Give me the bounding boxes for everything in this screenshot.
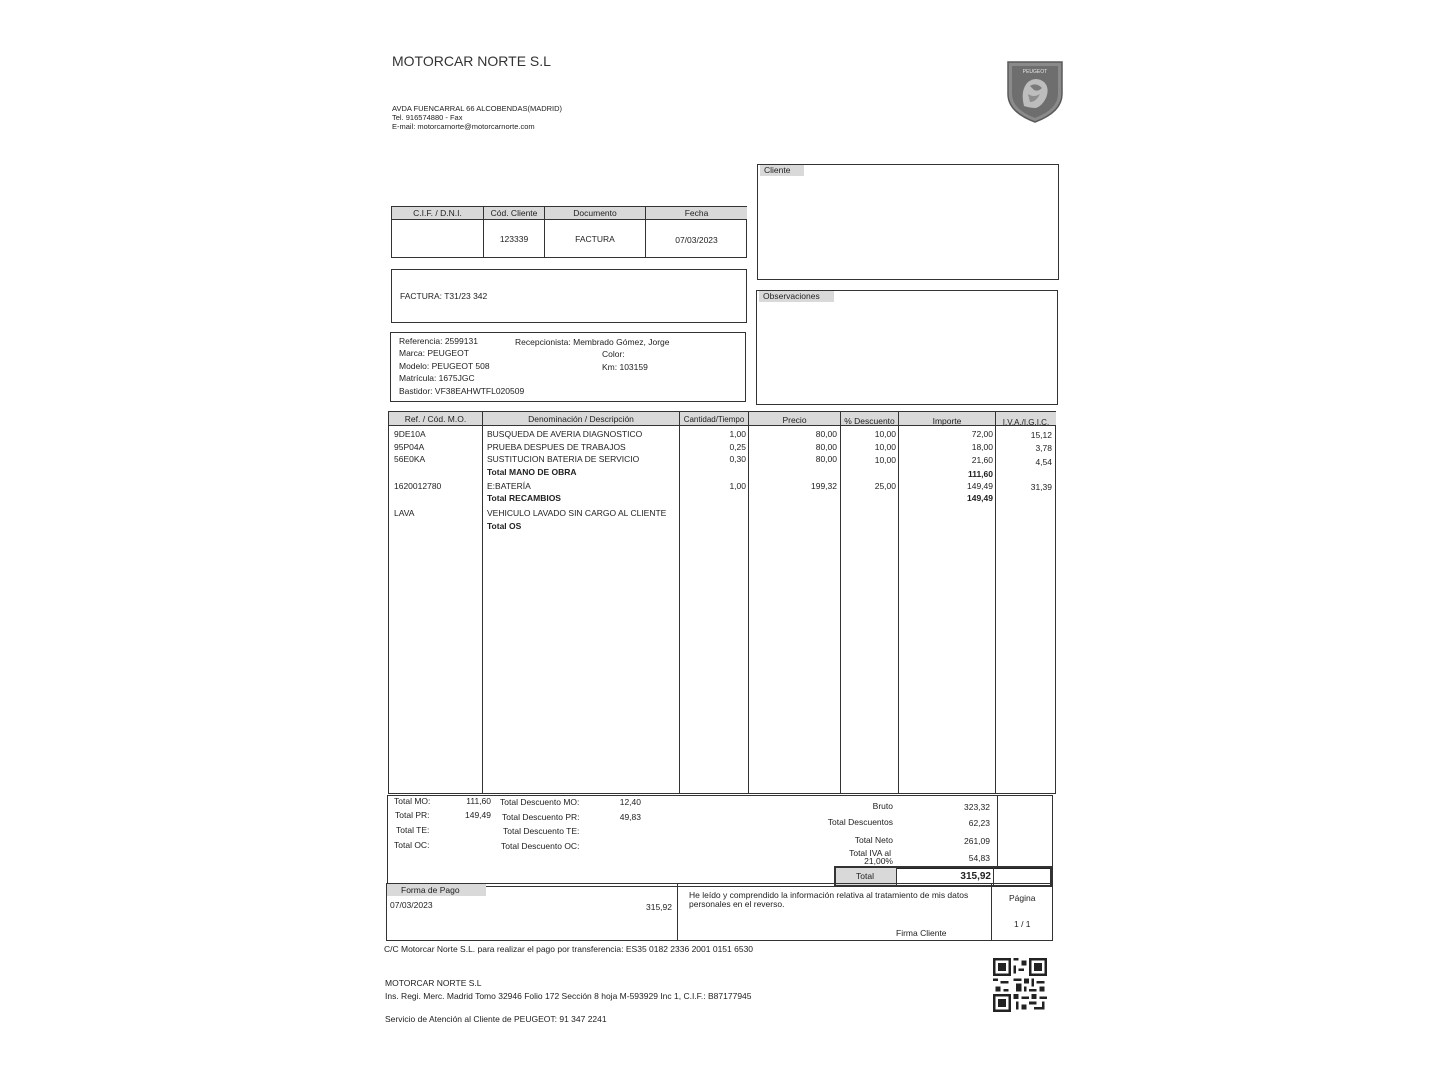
cell-ref: 56E0KA [394, 454, 426, 464]
vehicle-vin: Bastidor: VF38EAHWTFL020509 [399, 386, 525, 396]
cell-disc: 10,00 [874, 455, 896, 465]
cell-amount: 72,00 [971, 429, 993, 439]
total-value: 315,92 [960, 871, 991, 882]
total-discounts-value: 62,23 [968, 818, 990, 828]
col-header-ref: Ref. / Cód. M.O. [404, 414, 467, 424]
cell-desc: VEHICULO LAVADO SIN CARGO AL CLIENTE [487, 508, 667, 518]
info-header-client-code: Cód. Cliente [490, 208, 538, 218]
vehicle-info-box [390, 332, 746, 402]
cell-iva: 3,78 [1035, 443, 1052, 453]
vat-label-line-1: Total IVA al [849, 848, 891, 858]
privacy-consent-line-2: personales en el reverso. [689, 899, 785, 909]
info-value-document: FACTURA [575, 234, 615, 244]
cell-amount: 111,60 [967, 469, 993, 479]
cell-qty: 1,00 [729, 429, 746, 439]
client-label: Cliente [760, 165, 804, 176]
total-discounts-label: Total Descuentos [827, 817, 893, 827]
vehicle-color: Color: [602, 349, 625, 359]
company-name: MOTORCAR NORTE S.L [392, 53, 551, 69]
info-header-date: Fecha [684, 208, 709, 218]
info-header-document: Documento [573, 208, 617, 218]
cell-price: 80,00 [815, 442, 837, 452]
customer-service-line: Servicio de Atención al Cliente de PEUGEOT: 91 347 2241 [385, 1014, 607, 1024]
cell-ref: 1620012780 [394, 481, 442, 491]
observations-label: Observaciones [759, 291, 834, 302]
cell-ref: LAVA [394, 508, 415, 518]
cell-ref: 95P04A [394, 442, 425, 452]
bank-transfer-note: C/C Motorcar Norte S.L. para realizar el pago por transferencia: ES35 0182 2336 2001 0151 6530 [384, 944, 754, 954]
company-email: E-mail: motorcarnorte@motorcarnorte.com [392, 122, 535, 131]
company-address: AVDA FUENCARRAL 66 ALCOBENDAS(MADRID) [392, 104, 563, 113]
discount-pr-label: Total Descuento PR: [502, 812, 580, 822]
cell-desc: SUSTITUCION BATERIA DE SERVICIO [487, 454, 640, 464]
payment-date: 07/03/2023 [390, 900, 433, 910]
info-header-cif: C.I.F. / D.N.I. [413, 208, 462, 218]
discount-te-label: Total Descuento TE: [503, 826, 580, 836]
page-number: 1 / 1 [1014, 919, 1031, 929]
cell-price: 80,00 [815, 429, 837, 439]
footer-company-name: MOTORCAR NORTE S.L [385, 978, 482, 988]
observations-box [756, 290, 1058, 405]
cell-price: 80,00 [815, 454, 837, 464]
discount-mo-value: 12,40 [619, 797, 641, 807]
cell-desc: BUSQUEDA DE AVERIA DIAGNOSTICO [487, 429, 643, 439]
payment-method-label: Forma de Pago [387, 884, 486, 896]
page-label: Página [1009, 893, 1036, 903]
cell-iva: 4,54 [1035, 457, 1052, 467]
vehicle-model: Modelo: PEUGEOT 508 [399, 361, 490, 371]
cell-amount: 21,60 [971, 455, 993, 465]
payment-amount: 315,92 [646, 902, 672, 912]
cell-desc: E:BATERÍA [487, 481, 531, 491]
cell-ref: 9DE10A [394, 429, 426, 439]
cell-iva: 15,12 [1030, 430, 1052, 440]
net-value: 261,09 [964, 836, 990, 846]
total-pr-label: Total PR: [395, 810, 430, 820]
vehicle-brand: Marca: PEUGEOT [399, 348, 469, 358]
cell-qty: 0,30 [729, 454, 746, 464]
cell-disc: 10,00 [874, 442, 896, 452]
total-pr-value: 149,49 [465, 810, 491, 820]
logo-text: PEUGEOT [1022, 69, 1048, 75]
info-table [391, 206, 747, 258]
col-header-price: Precio [782, 415, 807, 425]
col-header-description: Denominación / Descripción [528, 414, 634, 424]
cell-price: 199,32 [811, 481, 837, 491]
vat-value: 54,83 [968, 853, 990, 863]
info-value-date: 07/03/2023 [675, 235, 718, 245]
peugeot-lion-shield-icon [1006, 60, 1064, 124]
client-box [757, 164, 1059, 280]
discount-mo-label: Total Descuento MO: [500, 797, 580, 807]
col-header-discount: % Descuento [844, 416, 895, 426]
vehicle-receptionist: Recepcionista: Membrado Gómez, Jorge [515, 337, 670, 347]
col-header-vat: I.V.A./I.G.I.C. [1002, 418, 1050, 427]
cell-amount: 149,49 [967, 481, 993, 491]
footer-registry: Ins. Regi. Merc. Madrid Tomo 32946 Folio 172 Sección 8 hoja M-593929 Inc 1, C.I.F.: B87177945 [385, 991, 752, 1001]
cell-desc: Total OS [487, 521, 522, 531]
cell-iva: 31,39 [1030, 482, 1052, 492]
total-mo-label: Total MO: [394, 796, 431, 806]
privacy-consent-line-1: He leído y comprendido la información relativa al tratamiento de mis datos [689, 890, 969, 900]
customer-signature-label: Firma Cliente [896, 928, 947, 938]
total-label: Total [856, 871, 874, 881]
cell-amount: 18,00 [971, 442, 993, 452]
net-label: Total Neto [854, 835, 893, 845]
cell-desc: Total RECAMBIOS [487, 493, 561, 503]
qr-code-icon [993, 958, 1047, 1012]
cell-qty: 0,25 [729, 442, 746, 452]
gross-label: Bruto [872, 801, 893, 811]
total-te-label: Total TE: [396, 825, 430, 835]
invoice-number: FACTURA: T31/23 342 [400, 291, 488, 301]
discount-pr-value: 49,83 [619, 812, 641, 822]
total-mo-value: 111,60 [466, 796, 491, 806]
col-header-amount: Importe [932, 416, 962, 426]
info-value-client-code: 123339 [499, 234, 529, 244]
invoice-number-box [391, 269, 747, 323]
gross-value: 323,32 [964, 802, 990, 812]
cell-amount: 149,49 [967, 493, 993, 503]
cell-disc: 25,00 [874, 481, 896, 491]
discount-oc-label: Total Descuento OC: [501, 841, 580, 851]
col-header-quantity: Cantidad/Tiempo [683, 415, 745, 424]
payment-box [386, 883, 1053, 941]
vehicle-plate: Matrícula: 1675JGC [399, 373, 475, 383]
company-phone: Tel. 916574880 - Fax [392, 113, 463, 122]
cell-desc: PRUEBA DESPUES DE TRABAJOS [487, 442, 626, 452]
vehicle-reference: Referencia: 2599131 [399, 336, 478, 346]
cell-qty: 1,00 [729, 481, 746, 491]
cell-desc: Total MANO DE OBRA [487, 467, 577, 477]
vehicle-km: Km: 103159 [602, 362, 648, 372]
invoice-lines-table [388, 411, 1056, 794]
vat-label-line-2: 21,00% [864, 856, 893, 866]
total-oc-label: Total OC: [394, 840, 430, 850]
cell-disc: 10,00 [874, 429, 896, 439]
